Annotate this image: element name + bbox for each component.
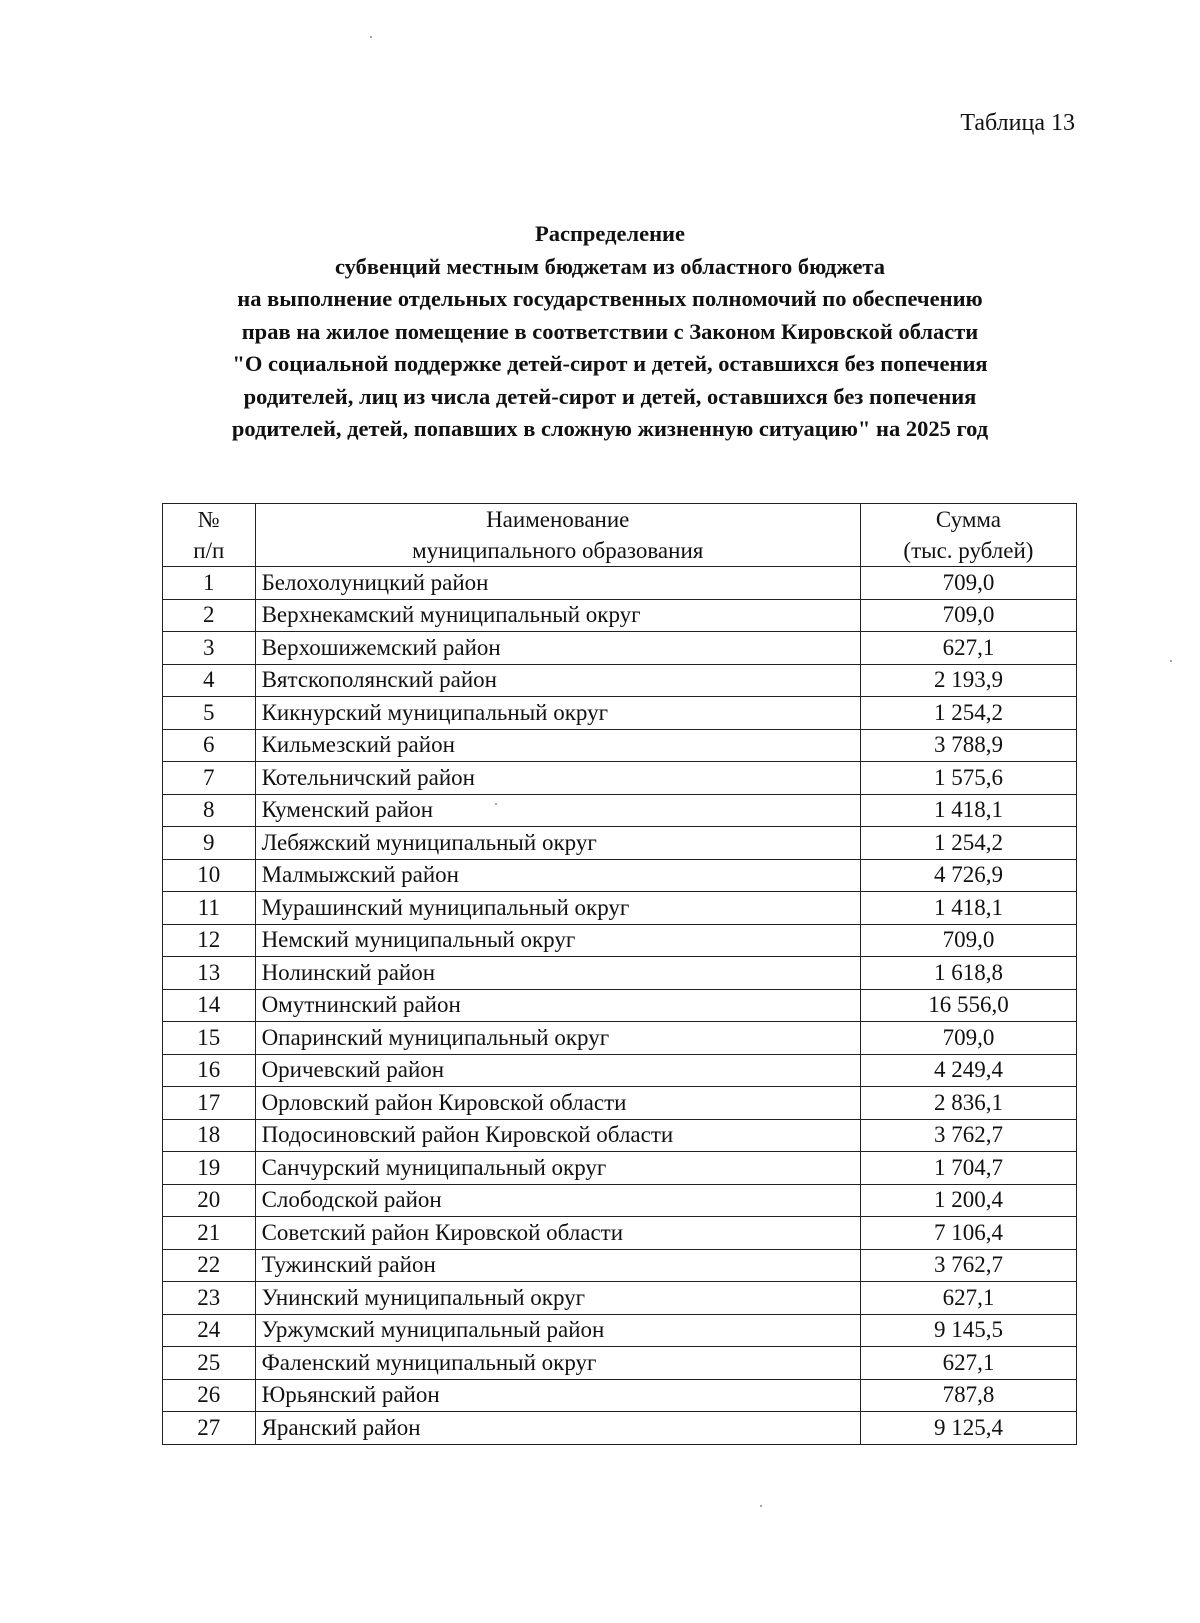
municipality-name: Немский муниципальный округ	[255, 924, 860, 957]
heading-line: на выполнение отдельных государственных полномочий по обеспечению	[237, 286, 983, 311]
subsidy-amount: 709,0	[860, 567, 1076, 600]
subsidy-amount: 3 788,9	[860, 729, 1076, 762]
subsidy-amount: 2 836,1	[860, 1087, 1076, 1120]
municipality-name: Оричевский район	[255, 1054, 860, 1087]
row-number: 8	[163, 794, 256, 827]
table-number-label: Таблица 13	[960, 110, 1075, 136]
row-number: 3	[163, 632, 256, 665]
row-number: 16	[163, 1054, 256, 1087]
subsidy-amount: 16 556,0	[860, 989, 1076, 1022]
municipality-name: Унинский муниципальный округ	[255, 1282, 860, 1315]
subsidy-amount: 1 418,1	[860, 794, 1076, 827]
subsidy-amount: 1 418,1	[860, 892, 1076, 925]
table-row	[163, 892, 1077, 925]
table-header-row	[163, 504, 1077, 567]
municipality-name: Омутнинский район	[255, 989, 860, 1022]
subsidy-amount: 627,1	[860, 1282, 1076, 1315]
subsidy-amount: 4 726,9	[860, 859, 1076, 892]
table-row	[163, 567, 1077, 600]
table-row	[163, 794, 1077, 827]
municipality-name: Кильмезский район	[255, 729, 860, 762]
scan-speck	[1170, 660, 1172, 662]
subsidy-amount: 709,0	[860, 1022, 1076, 1055]
row-number: 19	[163, 1152, 256, 1185]
row-number: 26	[163, 1379, 256, 1412]
municipality-name: Котельничский район	[255, 762, 860, 795]
row-number: 13	[163, 957, 256, 990]
table-row	[163, 697, 1077, 730]
municipality-name: Тужинский район	[255, 1249, 860, 1282]
municipality-name: Нолинский район	[255, 957, 860, 990]
row-number: 25	[163, 1347, 256, 1380]
municipality-name: Орловский район Кировской области	[255, 1087, 860, 1120]
table-row	[163, 989, 1077, 1022]
municipality-name: Советский район Кировской области	[255, 1217, 860, 1250]
table-row	[163, 1347, 1077, 1380]
column-header-sum: Сумма (тыс. рублей)	[860, 504, 1076, 567]
heading-line: "О социальной поддержке детей-сирот и детей, оставшихся без попечения	[232, 351, 988, 376]
municipality-name: Подосиновский район Кировской области	[255, 1119, 860, 1152]
subsidy-amount: 1 704,7	[860, 1152, 1076, 1185]
table-row	[163, 1054, 1077, 1087]
municipality-name: Лебяжский муниципальный округ	[255, 827, 860, 860]
municipality-name: Белохолуницкий район	[255, 567, 860, 600]
row-number: 24	[163, 1314, 256, 1347]
table-row	[163, 827, 1077, 860]
row-number: 5	[163, 697, 256, 730]
table-row	[163, 1217, 1077, 1250]
municipality-name: Уржумский муниципальный район	[255, 1314, 860, 1347]
row-number: 6	[163, 729, 256, 762]
subsidy-amount: 1 200,4	[860, 1184, 1076, 1217]
row-number: 22	[163, 1249, 256, 1282]
row-number: 9	[163, 827, 256, 860]
municipality-name: Верхошижемский район	[255, 632, 860, 665]
heading-line: родителей, детей, попавших в сложную жизненную ситуацию" на 2025 год	[231, 416, 989, 441]
row-number: 20	[163, 1184, 256, 1217]
row-number: 10	[163, 859, 256, 892]
distribution-table	[162, 503, 1077, 1445]
subsidy-amount: 3 762,7	[860, 1249, 1076, 1282]
row-number: 11	[163, 892, 256, 925]
table-row	[163, 1379, 1077, 1412]
scan-speck	[495, 803, 497, 805]
municipality-name: Верхнекамский муниципальный округ	[255, 599, 860, 632]
municipality-name: Куменский район	[255, 794, 860, 827]
row-number: 7	[163, 762, 256, 795]
subsidy-amount: 1 254,2	[860, 697, 1076, 730]
table-row	[163, 1087, 1077, 1120]
subsidy-amount: 709,0	[860, 599, 1076, 632]
subsidy-amount: 3 762,7	[860, 1119, 1076, 1152]
table-row	[163, 599, 1077, 632]
municipality-name: Слободской район	[255, 1184, 860, 1217]
table-row	[163, 859, 1077, 892]
municipality-name: Мурашинский муниципальный округ	[255, 892, 860, 925]
subsidy-amount: 7 106,4	[860, 1217, 1076, 1250]
table-row	[163, 1314, 1077, 1347]
table-row	[163, 1152, 1077, 1185]
row-number: 15	[163, 1022, 256, 1055]
heading-line: субвенций местным бюджетам из областного бюджета	[334, 253, 886, 279]
row-number: 27	[163, 1412, 256, 1445]
table-row	[163, 762, 1077, 795]
subsidy-amount: 1 618,8	[860, 957, 1076, 990]
table-row	[163, 1022, 1077, 1055]
subsidy-amount: 787,8	[860, 1379, 1076, 1412]
municipality-name: Санчурский муниципальный округ	[255, 1152, 860, 1185]
table-row	[163, 924, 1077, 957]
row-number: 23	[163, 1282, 256, 1315]
scan-speck	[370, 36, 372, 38]
table-row	[163, 1412, 1077, 1445]
row-number: 2	[163, 599, 256, 632]
row-number: 17	[163, 1087, 256, 1120]
row-number: 18	[163, 1119, 256, 1152]
subsidy-amount: 1 575,6	[860, 762, 1076, 795]
table-row	[163, 1119, 1077, 1152]
subsidy-amount: 1 254,2	[860, 827, 1076, 860]
table-row	[163, 1184, 1077, 1217]
subsidy-amount: 627,1	[860, 1347, 1076, 1380]
municipality-name: Малмыжский район	[255, 859, 860, 892]
table-row	[163, 1249, 1077, 1282]
table-row	[163, 729, 1077, 762]
municipality-name: Яранский район	[255, 1412, 860, 1445]
municipality-name: Фаленский муниципальный округ	[255, 1347, 860, 1380]
row-number: 14	[163, 989, 256, 1022]
subsidy-amount: 9 145,5	[860, 1314, 1076, 1347]
row-number: 21	[163, 1217, 256, 1250]
row-number: 4	[163, 664, 256, 697]
table-row	[163, 1282, 1077, 1315]
subsidy-amount: 627,1	[860, 632, 1076, 665]
subsidy-amount: 2 193,9	[860, 664, 1076, 697]
column-header-number: № п/п	[163, 504, 256, 567]
column-header-name: Наименование муниципального образования	[255, 504, 860, 567]
table-row	[163, 664, 1077, 697]
heading-line: прав на жилое помещение в соответствии с Законом Кировской области	[241, 318, 979, 344]
table-body	[163, 567, 1077, 1445]
row-number: 1	[163, 567, 256, 600]
subsidy-amount: 4 249,4	[860, 1054, 1076, 1087]
municipality-name: Вятскополянский район	[255, 664, 860, 697]
heading-line: Распределение	[534, 221, 686, 246]
table-row	[163, 632, 1077, 665]
document-heading	[140, 218, 1080, 446]
heading-line: родителей, лиц из числа детей-сирот и детей, оставшихся без попечения	[243, 383, 977, 409]
municipality-name: Юрьянский район	[255, 1379, 860, 1412]
subsidy-amount: 709,0	[860, 924, 1076, 957]
table-row	[163, 957, 1077, 990]
subsidy-amount: 9 125,4	[860, 1412, 1076, 1445]
municipality-name: Опаринский муниципальный округ	[255, 1022, 860, 1055]
municipality-name: Кикнурский муниципальный округ	[255, 697, 860, 730]
scan-speck	[760, 1505, 762, 1507]
row-number: 12	[163, 924, 256, 957]
